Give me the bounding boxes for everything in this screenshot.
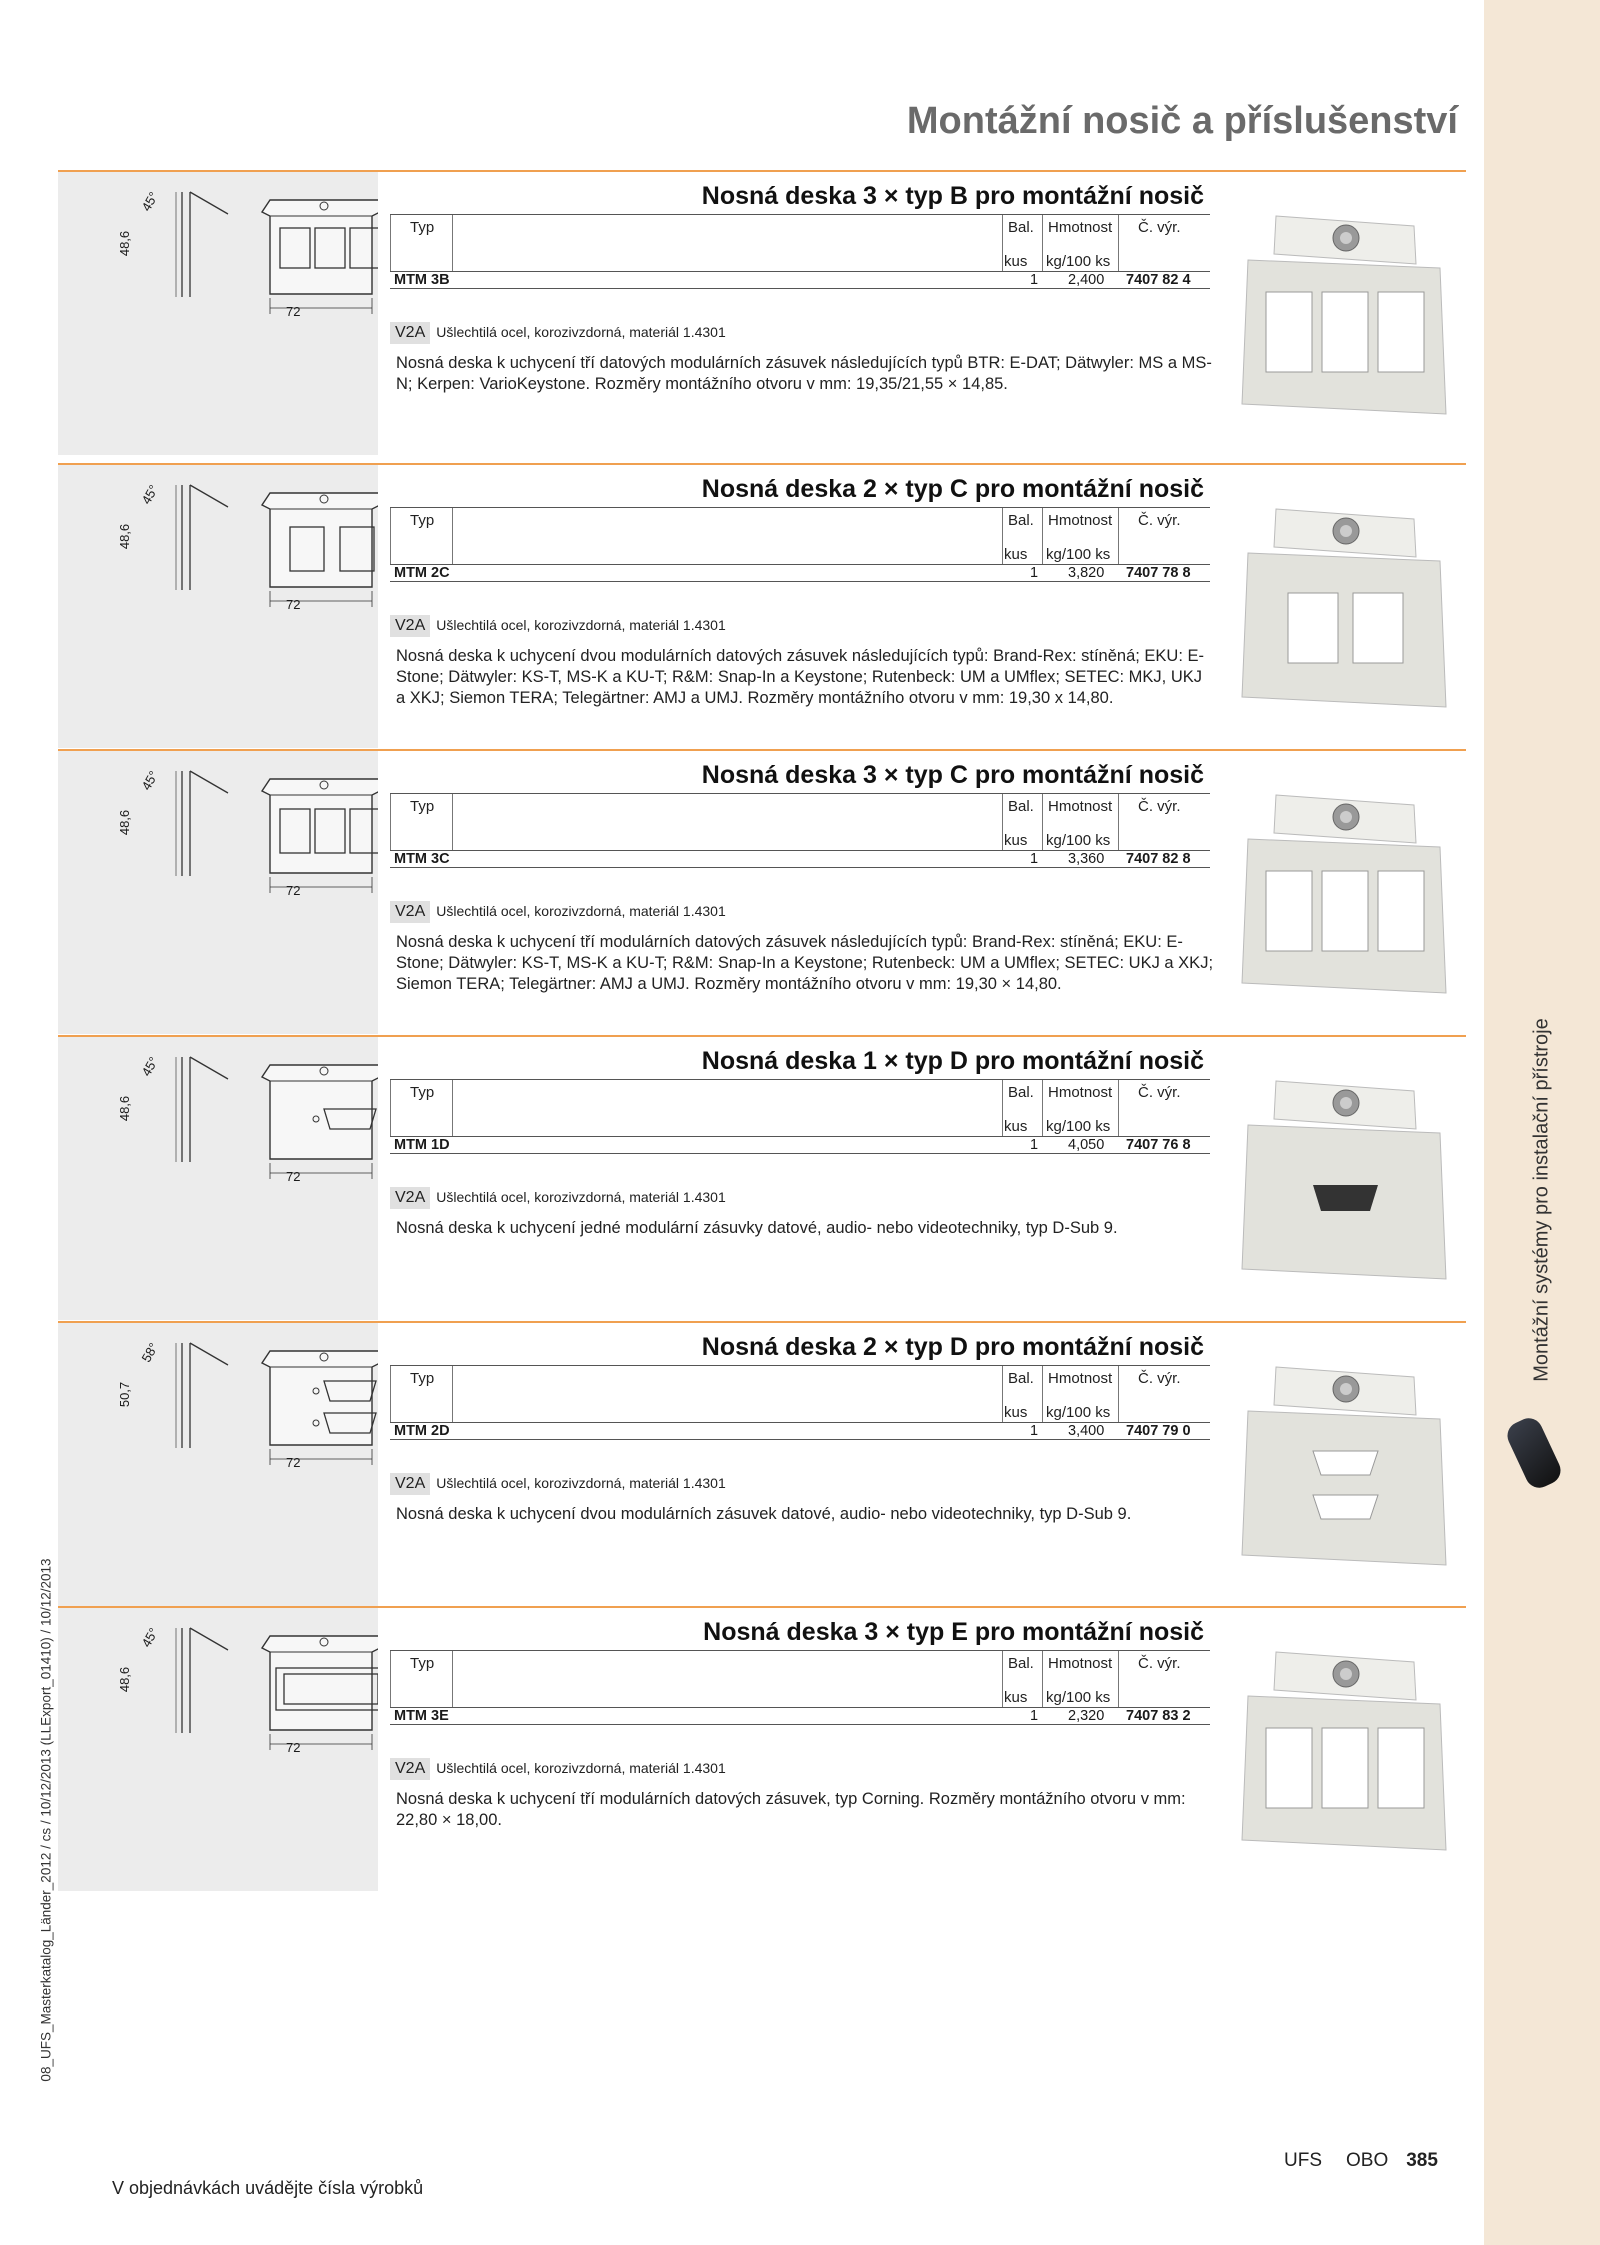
cell-article: 7407 76 8 [1126,1137,1191,1153]
header-hmotnost: Hmotnost [1048,1655,1113,1672]
product-mtm-2d [58,1321,1466,1606]
cell-weight: 4,050 [1068,1137,1105,1153]
header-hmotnost: Hmotnost [1048,219,1113,236]
material-line [390,615,726,637]
header-typ: Typ [410,1370,435,1387]
material-badge: V2A [390,1758,430,1780]
material-line [390,322,726,344]
material-text: Ušlechtilá ocel, korozivzdorná, materiál 1.4301 [436,1189,726,1205]
product-description: Nosná deska k uchycení tří modulárních datových zásuvek následujících typů: Brand-Rex: stíněná; EKU: E-Stone; Dätwyler: KS-T, MS-K a KU-T; R&M: Snap-In a Keystone; Rutenbeck: UM a UMflex; SETEC: UKJ a XKJ; Siemon TERA; Telegärtner: AMJ a UMJ. Rozměry montážního otvoru v mm: 19,30 × 14,80. [396,933,1214,993]
spec-table [390,793,1210,867]
header-cislo: Č. výr. [1138,1084,1181,1101]
dim-angle: 45° [138,1054,162,1079]
product-mtm-3e [58,1606,1466,1891]
header-bal: Bal. [1008,1655,1034,1672]
spec-table [390,1365,1210,1439]
brand-ufs: UFS [1284,2150,1322,2171]
material-text: Ušlechtilá ocel, korozivzdorná, materiál 1.4301 [436,903,726,919]
cell-weight: 2,320 [1068,1708,1105,1724]
technical-drawing [58,1323,378,1606]
cell-article: 7407 83 2 [1126,1708,1191,1724]
unit-kg: kg/100 ks [1046,1118,1111,1135]
table-row [390,850,1210,868]
cell-bal: 1 [1030,851,1039,867]
header-typ: Typ [410,798,435,815]
unit-kg: kg/100 ks [1046,832,1111,849]
header-cislo: Č. výr. [1138,219,1181,236]
product-photo [1228,200,1463,435]
header-cislo: Č. výr. [1138,1370,1181,1387]
product-title: Nosná deska 3 × typ B pro montážní nosič [701,182,1204,210]
table-row [390,1136,1210,1154]
dim-angle: 45° [138,482,162,507]
dim-height: 48,6 [117,1666,133,1693]
unit-kg: kg/100 ks [1046,1404,1111,1421]
material-text: Ušlechtilá ocel, korozivzdorná, materiál 1.4301 [436,617,726,633]
dim-angle: 45° [138,189,162,214]
cell-article: 7407 82 4 [1126,272,1191,288]
header-typ: Typ [410,219,435,236]
dim-height: 48,6 [117,1095,133,1122]
product-mtm-3b [58,170,1466,455]
sidebar-label: Montážní systémy pro instalační přístroje [1530,1018,1553,1382]
technical-drawing [58,172,378,455]
header-cislo: Č. výr. [1138,1655,1181,1672]
material-line [390,1187,726,1209]
cell-bal: 1 [1030,272,1039,288]
product-mtm-2c [58,463,1466,748]
dim-angle: 58° [138,1340,162,1365]
product-description: Nosná deska k uchycení dvou modulárních zásuvek datové, audio- nebo videotechniky, typ D-Sub 9. [396,1505,1132,1523]
header-hmotnost: Hmotnost [1048,1084,1113,1101]
cell-type: MTM 2D [394,1423,450,1439]
product-description: Nosná deska k uchycení jedné modulární zásuvky datové, audio- nebo videotechniky, typ D-Sub 9. [396,1219,1118,1237]
material-badge: V2A [390,901,430,923]
dim-width: 72 [286,304,301,319]
cell-weight: 3,360 [1068,851,1105,867]
product-description: Nosná deska k uchycení dvou modulárních datových zásuvek následujících typů: Brand-Rex: stíněná; EKU: E-Stone; Dätwyler: KS-T, MS-K a KU-T; R&M: Snap-In a Keystone; Rutenbeck: UM a UMflex; SETEC: MKJ, UKJ a XKJ; Siemon TERA; Telegärtner: AMJ a UMJ. Rozměry montážního otvoru v mm: 19,30 x 14,80. [396,647,1205,707]
spec-table [390,1650,1210,1724]
material-badge: V2A [390,1187,430,1209]
unit-kg: kg/100 ks [1046,546,1111,563]
cell-article: 7407 82 8 [1126,851,1191,867]
product-mtm-3c [58,749,1466,1034]
product-title: Nosná deska 2 × typ D pro montážní nosič [701,1333,1204,1361]
product-description: Nosná deska k uchycení tří modulárních datových zásuvek, typ Corning. Rozměry montážního otvoru v mm: 22,80 × 18,00. [396,1790,1186,1829]
material-badge: V2A [390,322,430,344]
cell-weight: 3,820 [1068,565,1105,581]
dim-width: 72 [286,1740,301,1755]
cell-bal: 1 [1030,1423,1039,1439]
unit-kus: kus [1004,832,1028,849]
spec-table [390,214,1210,288]
table-row [390,564,1210,582]
page-title: Montážní nosič a příslušenství [906,100,1458,142]
header-typ: Typ [410,1655,435,1672]
technical-drawing [58,751,378,1034]
product-photo [1228,1636,1463,1871]
unit-kus: kus [1004,546,1028,563]
export-meta: 08_UFS_Masterkatalog_Länder_2012 / cs / 10/12/2013 (LLExport_01410) / 10/12/2013 [38,1558,54,2082]
cell-type: MTM 3B [394,272,450,288]
brand-obo: OBO [1346,2150,1389,2171]
footer-brand [1284,2150,1438,2172]
unit-kus: kus [1004,1404,1028,1421]
product-title: Nosná deska 1 × typ D pro montážní nosič [701,1047,1204,1075]
material-text: Ušlechtilá ocel, korozivzdorná, materiál 1.4301 [436,1760,726,1776]
material-text: Ušlechtilá ocel, korozivzdorná, materiál 1.4301 [436,324,726,340]
technical-drawing [58,1608,378,1891]
header-bal: Bal. [1008,1370,1034,1387]
technical-drawing [58,1037,378,1320]
cell-type: MTM 1D [394,1137,450,1153]
dim-height: 48,6 [117,523,133,550]
product-mtm-1d [58,1035,1466,1320]
dim-height: 48,6 [117,809,133,836]
header-cislo: Č. výr. [1138,798,1181,815]
product-title: Nosná deska 2 × typ C pro montážní nosič [701,475,1204,503]
header-cislo: Č. výr. [1138,512,1181,529]
header-bal: Bal. [1008,219,1034,236]
product-title: Nosná deska 3 × typ E pro montážní nosič [703,1618,1204,1646]
cell-article: 7407 79 0 [1126,1423,1191,1439]
header-hmotnost: Hmotnost [1048,798,1113,815]
page-number: 385 [1406,2150,1438,2171]
material-text: Ušlechtilá ocel, korozivzdorná, materiál 1.4301 [436,1475,726,1491]
unit-kg: kg/100 ks [1046,253,1111,270]
header-bal: Bal. [1008,798,1034,815]
header-bal: Bal. [1008,512,1034,529]
cell-type: MTM 3C [394,851,450,867]
spec-table [390,1079,1210,1153]
dim-width: 72 [286,597,301,612]
dim-angle: 45° [138,768,162,793]
product-photo [1228,1065,1463,1300]
cell-type: MTM 3E [394,1708,449,1724]
unit-kus: kus [1004,1689,1028,1706]
product-photo [1228,493,1463,728]
technical-drawing [58,465,378,748]
material-badge: V2A [390,615,430,637]
header-bal: Bal. [1008,1084,1034,1101]
table-row [390,271,1210,289]
dim-height: 48,6 [117,230,133,257]
table-row [390,1707,1210,1725]
cell-bal: 1 [1030,1137,1039,1153]
product-photo [1228,1351,1463,1586]
cell-article: 7407 78 8 [1126,565,1191,581]
header-hmotnost: Hmotnost [1048,1370,1113,1387]
dim-height: 50,7 [117,1381,133,1408]
cell-type: MTM 2C [394,565,450,581]
unit-kg: kg/100 ks [1046,1689,1111,1706]
unit-kus: kus [1004,1118,1028,1135]
material-badge: V2A [390,1473,430,1495]
cell-weight: 3,400 [1068,1423,1105,1439]
dim-width: 72 [286,883,301,898]
unit-kus: kus [1004,253,1028,270]
product-description: Nosná deska k uchycení tří datových modulárních zásuvek následujících typů BTR: E-DAT; Dätwyler: MS a MS-N; Kerpen: VarioKeystone. Rozměry montážního otvoru v mm: 19,35/21,55 × 14,85. [396,354,1212,393]
material-line [390,901,726,923]
header-typ: Typ [410,512,435,529]
spec-table [390,507,1210,581]
cell-weight: 2,400 [1068,272,1105,288]
header-hmotnost: Hmotnost [1048,512,1113,529]
footer-note: V objednávkách uvádějte čísla výrobků [112,2178,424,2198]
material-line [390,1758,726,1780]
dim-angle: 45° [138,1625,162,1650]
cell-bal: 1 [1030,1708,1039,1724]
product-photo [1228,779,1463,1014]
dim-width: 72 [286,1169,301,1184]
cell-bal: 1 [1030,565,1039,581]
table-row [390,1422,1210,1440]
material-line [390,1473,726,1495]
header-typ: Typ [410,1084,435,1101]
product-title: Nosná deska 3 × typ C pro montážní nosič [701,761,1204,789]
dim-width: 72 [286,1455,301,1470]
